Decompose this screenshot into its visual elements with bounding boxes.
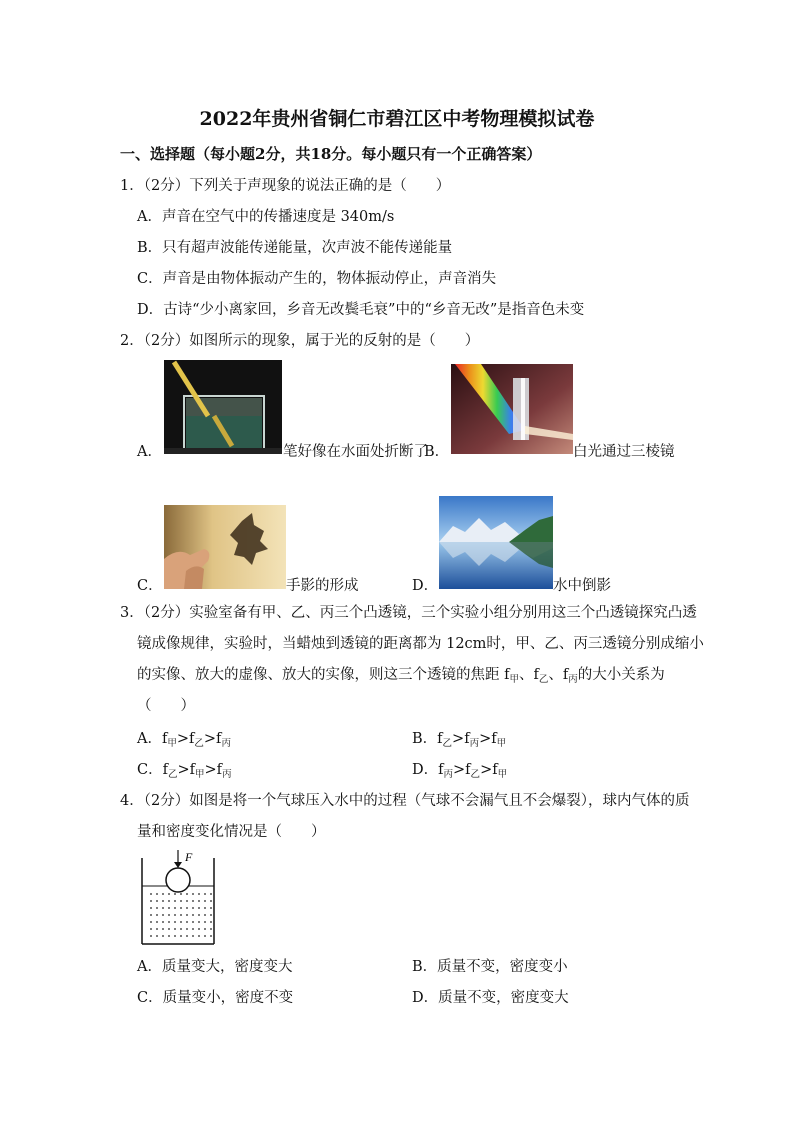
section-heading: 一、选择题（每小题2分，共18分。每小题只有一个正确答案） — [120, 145, 542, 163]
q3-option-c[interactable]: C．$f_乙>f_甲>f_丙$ — [137, 762, 232, 780]
q3-stem-line4: （ ） — [137, 698, 195, 714]
q2-option-a-text: 笔好像在水面处折断了 — [283, 444, 428, 460]
q4-option-a[interactable]: A．质量变大，密度变大 — [137, 959, 293, 975]
q1-option-b[interactable]: B．只有超声波能传递能量，次声波不能传递能量 — [137, 240, 453, 256]
q1-stem: 1．（2分）下列关于声现象的说法正确的是（ ） — [120, 178, 451, 194]
balloon-in-water-diagram — [138, 848, 218, 946]
q4-option-b[interactable]: B．质量不变，密度变小 — [412, 959, 568, 975]
q2-option-b-text: 白光通过三棱镜 — [573, 444, 675, 460]
q2-option-d-text: 水中倒影 — [553, 578, 611, 594]
q2-option-a-letter[interactable]: A． — [137, 444, 162, 460]
water-reflection-photo — [439, 496, 553, 589]
q2-option-d-letter[interactable]: D． — [412, 578, 439, 594]
q1-option-d[interactable]: D．古诗“少小离家回，乡音无改鬓毛衰”中的“乡音无改”是指音色未变 — [137, 302, 585, 318]
q2-option-c-letter[interactable]: C． — [137, 578, 163, 594]
q4-stem-line1: 4．（2分）如图是将一个气球压入水中的过程（气球不会漏气且不会爆裂），球内气体的质 — [120, 793, 690, 809]
q3-option-a[interactable]: A．$f_甲>f_乙>f_丙$ — [137, 731, 231, 749]
q3-option-b[interactable]: B．$f_乙>f_丙>f_甲$ — [412, 731, 507, 749]
q2-option-c-text: 手影的形成 — [286, 578, 359, 594]
hand-shadow-photo — [164, 505, 286, 589]
force-label: F — [185, 850, 193, 864]
prism-spectrum-photo — [451, 364, 573, 454]
q1-option-a[interactable]: A．声音在空气中的传播速度是 340m/s — [137, 209, 395, 225]
q3-option-d[interactable]: D．$f_丙>f_乙>f_甲$ — [412, 762, 508, 780]
q4-option-d[interactable]: D．质量不变，密度变大 — [412, 990, 569, 1006]
q2-option-b-letter[interactable]: B． — [424, 444, 450, 460]
q1-option-c[interactable]: C．声音是由物体振动产生的，物体振动停止，声音消失 — [137, 271, 497, 287]
q4-stem-line2: 量和密度变化情况是（ ） — [137, 824, 326, 840]
q2-stem: 2．（2分）如图所示的现象，属于光的反射的是（ ） — [120, 333, 480, 349]
page-title: 2022年贵州省铜仁市碧江区中考物理模拟试卷 — [199, 108, 595, 130]
q3-stem-line3: 的实像、放大的虚像、放大的实像，则这三个透镜的焦距 $f_甲$、$f_乙$、$f_丙$的大小关系为 — [137, 667, 665, 685]
q3-stem-line1: 3．（2分）实验室备有甲、乙、丙三个凸透镜，三个实验小组分别用这三个凸透镜探究凸透 — [120, 605, 697, 621]
pencil-in-water-photo — [164, 360, 282, 454]
q3-stem-line2: 镜成像规律，实验时，当蜡烛到透镜的距离都为 12cm时，甲、乙、丙三透镜分别成缩小 — [137, 636, 704, 652]
q4-option-c[interactable]: C．质量变小，密度不变 — [137, 990, 294, 1006]
